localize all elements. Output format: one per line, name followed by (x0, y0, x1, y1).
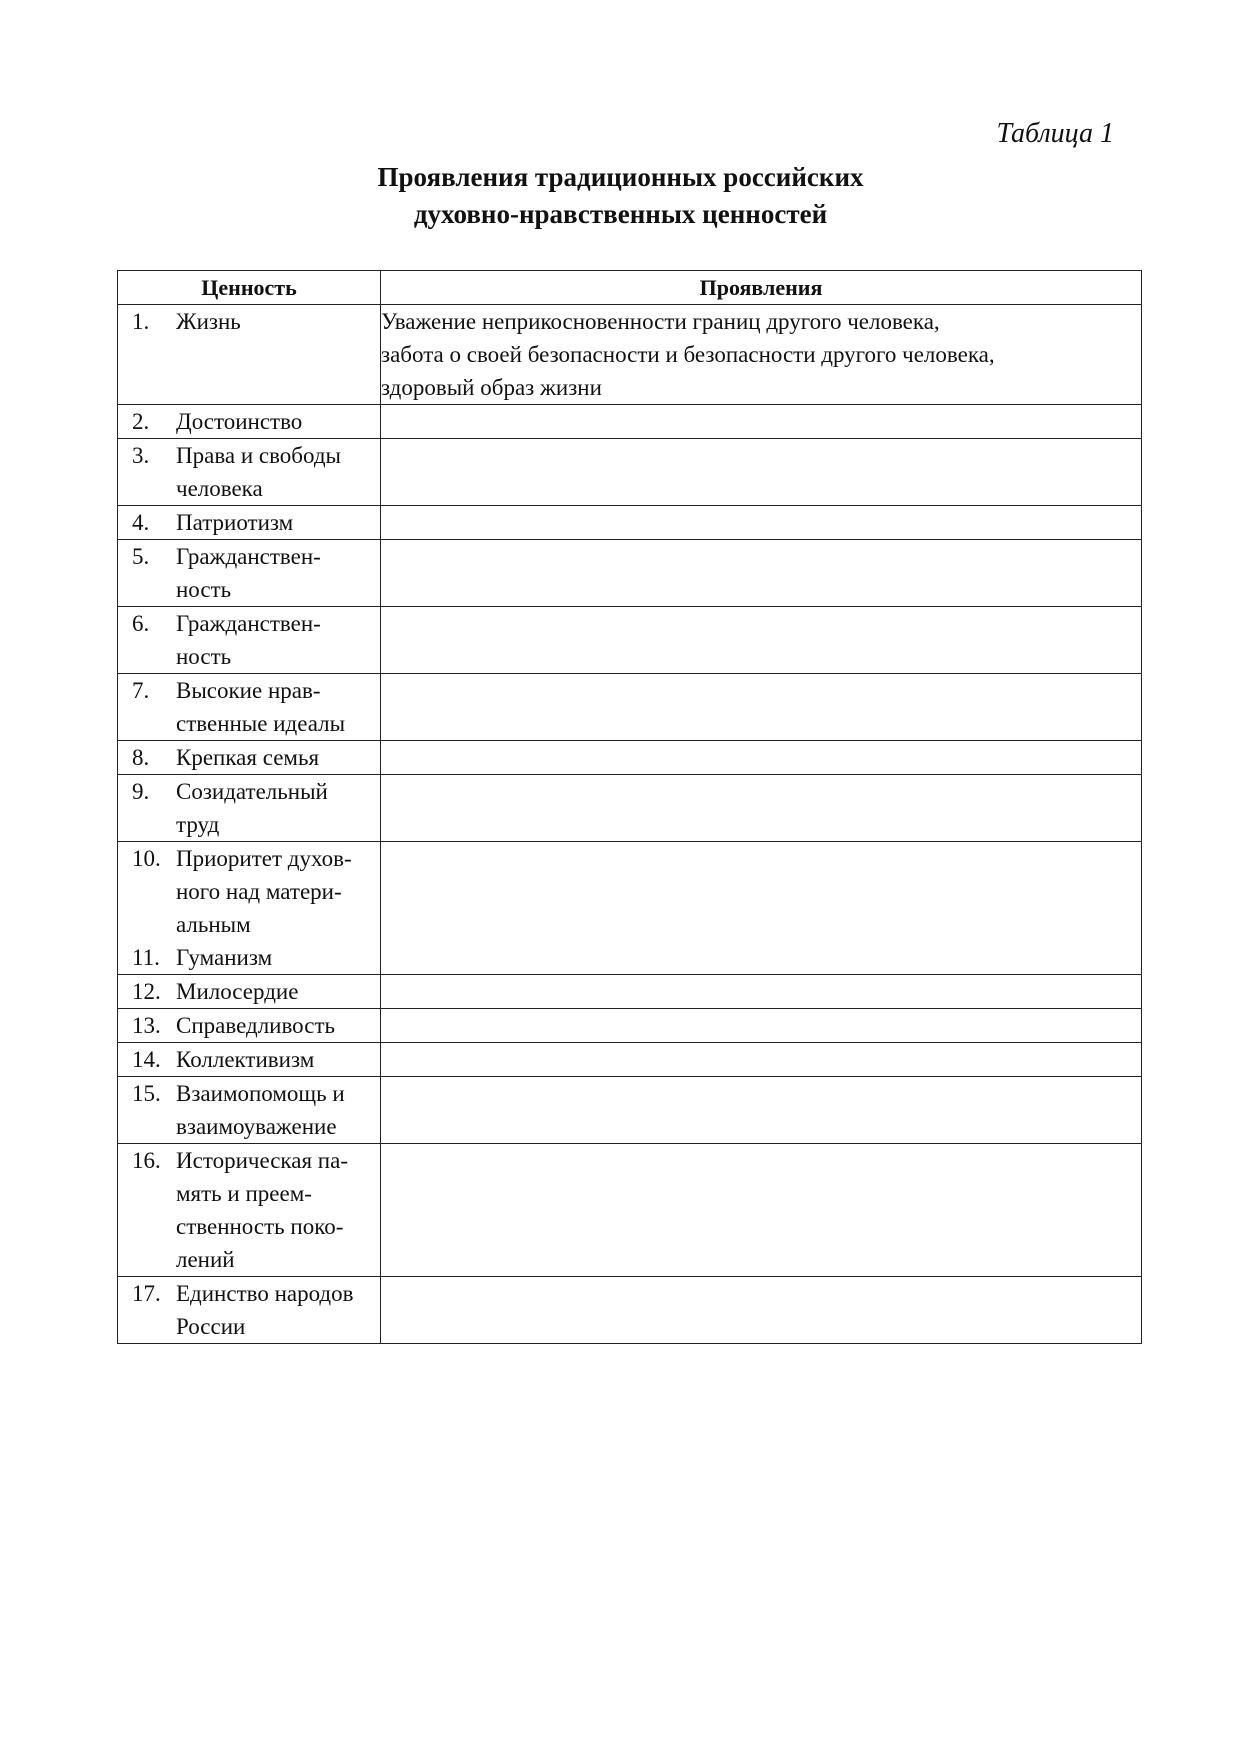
row-number: 5. (132, 544, 150, 569)
manifestations-cell (381, 1077, 1142, 1144)
value-cell (118, 540, 381, 607)
manifestations-cell (381, 1144, 1142, 1277)
value-name: Достоинство (176, 409, 303, 434)
manifestations-cell (381, 975, 1142, 1009)
title-line-2: духовно-нравственных ценностей (413, 199, 828, 229)
row-number: 15. (132, 1081, 161, 1106)
value-name: Милосердие (176, 979, 299, 1004)
manifestations-cell (381, 1277, 1142, 1344)
table-row (118, 775, 1142, 842)
value-cell (118, 741, 381, 775)
table-label: Таблица 1 (996, 118, 1114, 149)
manifestations-cell (381, 842, 1142, 975)
table-header-row (118, 271, 1142, 305)
manifestations-cell (381, 674, 1142, 741)
value-name: Права и свободы человека (176, 443, 341, 501)
row-number: 9. (132, 779, 150, 804)
value-cell (118, 506, 381, 540)
values-table (117, 270, 1142, 1344)
value-cell (118, 775, 381, 842)
value-name: Высокие нрав- ственные идеалы (176, 678, 346, 736)
row-number: 4. (132, 510, 150, 535)
table-row (118, 506, 1142, 540)
value-name: Единство народов России (176, 1281, 354, 1339)
value-name: Жизнь (176, 309, 241, 334)
value-name: Справедливость (176, 1013, 336, 1038)
value-name: Крепкая семья (176, 745, 320, 770)
value-name: Гражданствен- ность (176, 544, 321, 602)
row-number: 17. (132, 1281, 161, 1306)
table-row (118, 405, 1142, 439)
manifestations-cell (381, 540, 1142, 607)
manifestations-cell (381, 741, 1142, 775)
manifestations-cell (381, 1009, 1142, 1043)
value-cell (118, 1077, 381, 1144)
manifestations-cell (381, 506, 1142, 540)
value-cell (118, 405, 381, 439)
manifestations-cell (381, 405, 1142, 439)
value-name: Историческая па- мять и преем- ственность поко- лений (176, 1148, 348, 1272)
value-cell (118, 842, 381, 975)
row-number: 13. (132, 1013, 161, 1038)
table-row (118, 975, 1142, 1009)
table-row (118, 842, 1142, 975)
table-row (118, 1009, 1142, 1043)
header-manifestations: Проявления (381, 271, 1142, 305)
row-number: 14. (132, 1047, 161, 1072)
manifestations-cell (381, 1043, 1142, 1077)
value-cell (118, 1144, 381, 1277)
title-line-1: Проявления традиционных российских (377, 162, 864, 192)
value-cell (118, 439, 381, 506)
table-row (118, 607, 1142, 674)
manifestations-cell (381, 775, 1142, 842)
value-name: Созидательный труд (176, 779, 328, 837)
manifestations-cell (381, 439, 1142, 506)
manifestations-cell: Уважение неприкосновенности границ другого человека, забота о своей безопасности и безопасности другого человека, здоровый образ жизни (381, 305, 1142, 405)
value-cell (118, 975, 381, 1009)
row-number: 3. (132, 443, 150, 468)
manifestations-cell (381, 607, 1142, 674)
row-number: 10. (132, 846, 161, 871)
table-row (118, 439, 1142, 506)
table-row (118, 1077, 1142, 1144)
page-title (0, 159, 1241, 233)
table-row (118, 741, 1142, 775)
table-row (118, 674, 1142, 741)
row-number: 2. (132, 409, 150, 434)
table-row (118, 1144, 1142, 1277)
table-row (118, 1043, 1142, 1077)
value-name: Гражданствен- ность (176, 611, 321, 669)
value-cell (118, 305, 381, 405)
value-name: Взаимопомощь и взаимоуважение (176, 1081, 345, 1139)
value-cell (118, 674, 381, 741)
value-cell (118, 1009, 381, 1043)
row-number: 11. (132, 945, 160, 970)
table-row (118, 305, 1142, 405)
row-number: 16. (132, 1148, 161, 1173)
value-name: Патриотизм (176, 510, 294, 535)
row-number: 6. (132, 611, 150, 636)
value-name: Приоритет духов- ного над матери- альным (176, 846, 352, 937)
value-cell (118, 607, 381, 674)
row-number: 1. (132, 309, 150, 334)
row-number: 12. (132, 979, 161, 1004)
header-value: Ценность (118, 271, 381, 305)
table-row (118, 1277, 1142, 1344)
row-number: 8. (132, 745, 150, 770)
row-number: 7. (132, 678, 150, 703)
table-row (118, 540, 1142, 607)
value-name: Гуманизм (176, 945, 273, 970)
value-cell (118, 1277, 381, 1344)
value-cell (118, 1043, 381, 1077)
value-name: Коллективизм (176, 1047, 315, 1072)
